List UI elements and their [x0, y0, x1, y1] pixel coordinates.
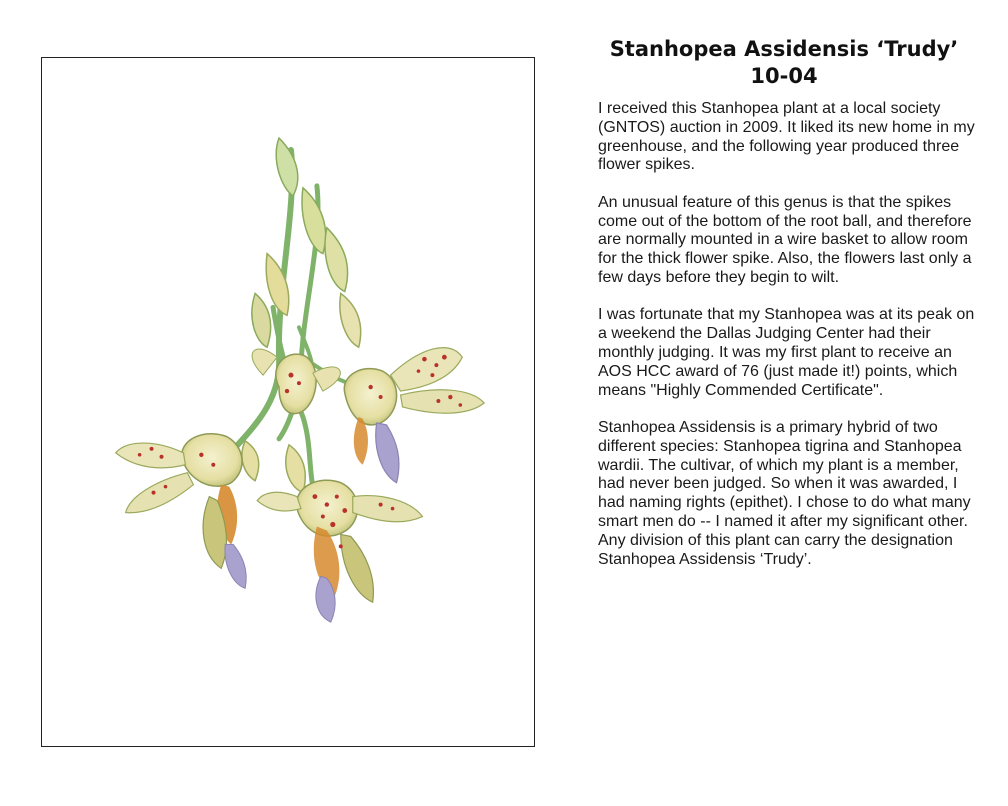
orchid-illustration — [42, 58, 534, 746]
bud — [302, 188, 326, 254]
artwork-frame — [41, 57, 535, 747]
bud — [252, 293, 271, 347]
flower-bottom — [257, 480, 422, 622]
bud — [276, 138, 298, 196]
flower-right — [344, 348, 484, 483]
paragraph-1: I received this Stanhopea plant at a local society (GNTOS) auction in 2009. It liked its new home in my greenhouse, and the following year produced three flower spikes. — [598, 100, 975, 174]
bud — [325, 228, 348, 292]
page-title — [598, 36, 970, 90]
title-line-2: 10-04 — [750, 64, 818, 88]
bud — [340, 293, 361, 347]
flower-left — [116, 434, 247, 588]
bud — [242, 441, 259, 481]
bud-group — [242, 138, 361, 493]
bud — [286, 445, 305, 493]
paragraph-4: Stanhopea Assidensis is a primary hybrid of two different species: Stanhopea tigrina and Stanhopea wardii. The cultivar, of which my plant is a member, had never been judged. So when it was awarded, I had naming rights (epithet). I chose to do what many smart men do -- I named it after my significant other. Any division of this plant can carry the designation Stanhopea Assidensis ‘Trudy’. — [598, 418, 971, 568]
paragraph-2: An unusual feature of this genus is that the spikes come out of the bottom of the root ball, and therefore are normally mounted in a wire basket to allow room for the thick flower spike. Also, the flowers last only a few days before they begin to wilt. — [598, 193, 972, 286]
title-line-1: Stanhopea Assidensis ‘Trudy’ — [609, 37, 959, 61]
paragraph-3: I was fortunate that my Stanhopea was at its peak on a weekend the Dallas Judging Center had their monthly judging. It was my first plant to receive an AOS HCC award of 76 (just made it!) points, which means "Highly Commended Certificate". — [598, 306, 975, 399]
body-text — [598, 100, 983, 588]
flower-center — [252, 349, 340, 414]
